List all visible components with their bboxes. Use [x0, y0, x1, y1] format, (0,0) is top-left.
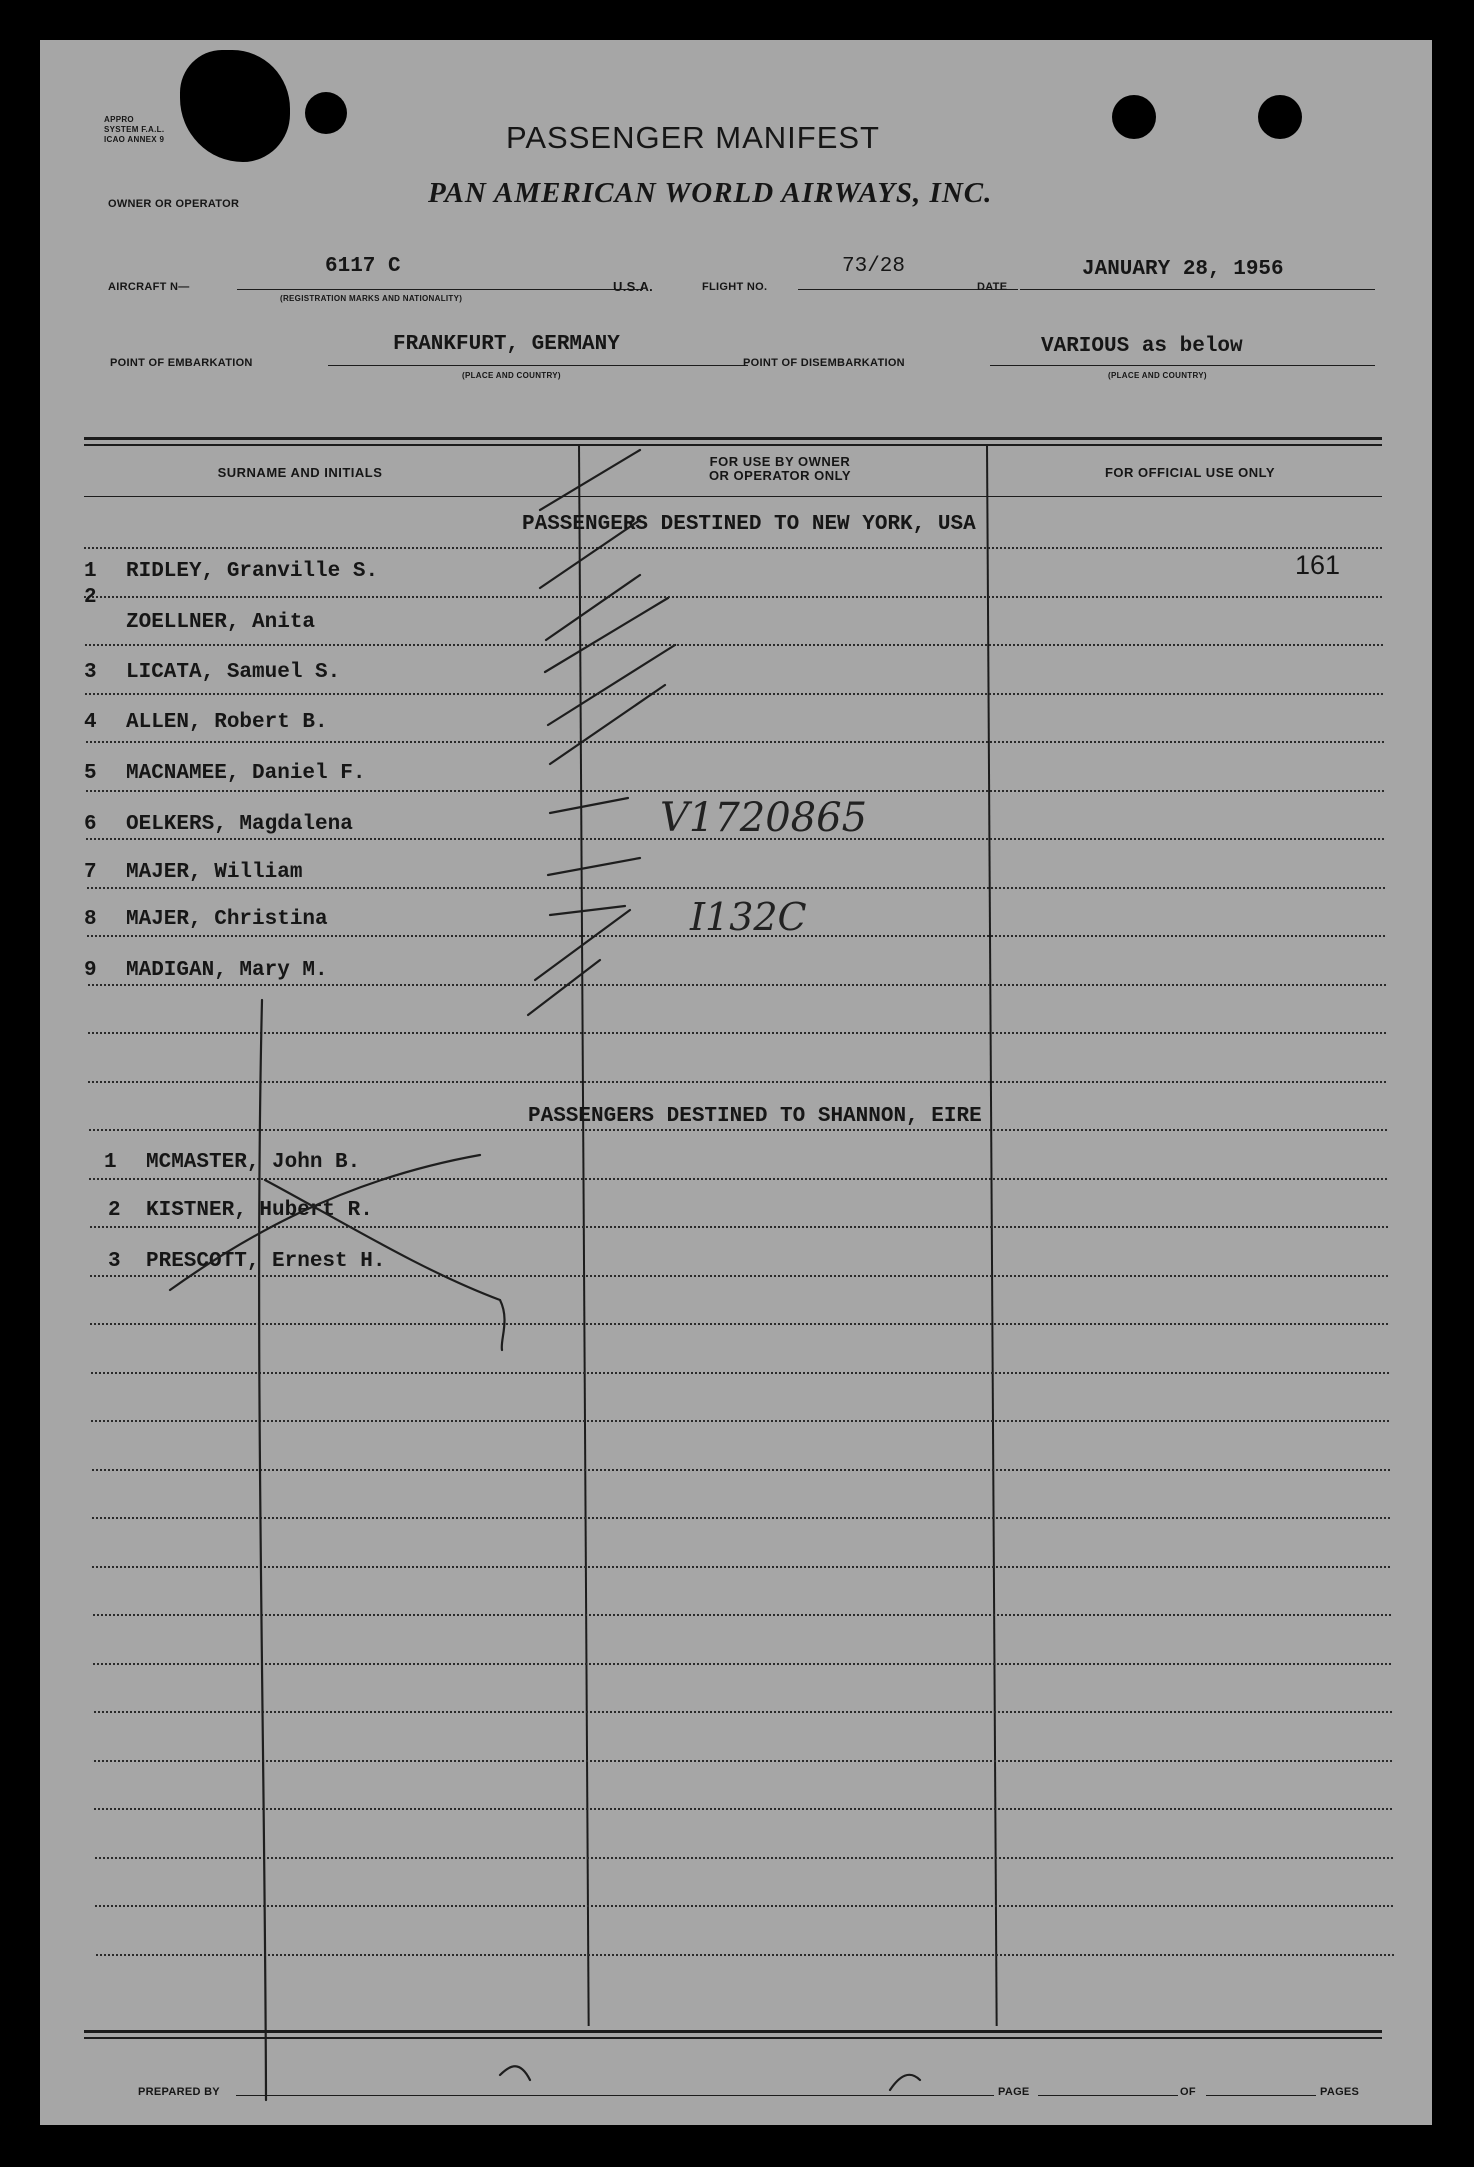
passenger-name: PRESCOTT, Ernest H.	[146, 1250, 386, 1273]
page-title: PASSENGER MANIFEST	[506, 120, 880, 155]
disembarkation-caption: (PLACE AND COUNTRY)	[1108, 371, 1207, 380]
aircraft-label: AIRCRAFT N—	[108, 281, 190, 293]
disembarkation-value: VARIOUS as below	[1041, 335, 1243, 358]
passenger-number: 8	[84, 908, 97, 931]
passenger-number: 5	[84, 762, 97, 785]
flight-label: FLIGHT NO.	[702, 281, 768, 293]
passenger-number: 2	[108, 1199, 121, 1222]
section-heading: PASSENGERS DESTINED TO SHANNON, EIRE	[528, 1105, 982, 1128]
col-header-official-use: FOR OFFICIAL USE ONLY	[1104, 465, 1276, 480]
section-heading: PASSENGERS DESTINED TO NEW YORK, USA	[522, 513, 976, 536]
aircraft-value: 6117 C	[325, 255, 401, 278]
passenger-name: MAJER, William	[126, 861, 303, 884]
page-label: PAGE	[998, 2086, 1030, 2098]
passenger-number: 3	[84, 661, 97, 684]
col-header-surname: SURNAME AND INITIALS	[217, 465, 383, 480]
manifest-sheet	[40, 40, 1432, 2125]
passenger-number: 7	[84, 861, 97, 884]
flight-value: 73/28	[842, 255, 906, 278]
passenger-name: LICATA, Samuel S.	[126, 661, 341, 684]
airline-name: PAN AMERICAN WORLD AIRWAYS, INC.	[428, 177, 993, 209]
passenger-number: 9	[84, 959, 97, 982]
disembarkation-label: POINT OF DISEMBARKATION	[743, 357, 905, 369]
passenger-number: 1	[84, 560, 97, 583]
approval-line: SYSTEM F.A.L.	[104, 125, 165, 134]
approval-line: ICAO ANNEX 9	[104, 135, 165, 144]
passenger-name: MADIGAN, Mary M.	[126, 959, 328, 982]
passenger-name: MAJER, Christina	[126, 908, 328, 931]
passenger-name: OELKERS, Magdalena	[126, 813, 353, 836]
passenger-name: MACNAMEE, Daniel F.	[126, 762, 366, 785]
date-value: JANUARY 28, 1956	[1082, 258, 1284, 281]
passenger-name: ZOELLNER, Anita	[126, 611, 316, 634]
owner-label: OWNER OR OPERATOR	[108, 198, 240, 210]
prepared-by-label: PREPARED BY	[138, 2086, 220, 2098]
embarkation-caption: (PLACE AND COUNTRY)	[462, 371, 561, 380]
approval-line: APPRO	[104, 115, 134, 124]
col-header-owner-line: OR OPERATOR ONLY	[708, 468, 852, 483]
passenger-name: RIDLEY, Granville S.	[126, 560, 379, 583]
passenger-number: 3	[108, 1250, 121, 1273]
pages-label: PAGES	[1320, 2086, 1360, 2098]
of-label: OF	[1180, 2086, 1196, 2098]
usa-label: U.S.A.	[613, 279, 654, 294]
passenger-number: 1	[104, 1151, 117, 1174]
embarkation-value: FRANKFURT, GERMANY	[393, 333, 620, 356]
passenger-number: 4	[84, 711, 97, 734]
passenger-number: 2	[84, 586, 97, 609]
col-header-owner-line: FOR USE BY OWNER	[709, 454, 851, 469]
handwritten-note: V1720865	[660, 795, 868, 841]
registration-caption: (REGISTRATION MARKS AND NATIONALITY)	[280, 294, 463, 303]
passenger-name: KISTNER, Hubert R.	[146, 1199, 373, 1222]
pen-strokes	[40, 40, 1432, 2125]
handwritten-note: I132C	[690, 895, 807, 939]
official-note: 161	[1295, 550, 1341, 580]
embarkation-label: POINT OF EMBARKATION	[110, 357, 253, 369]
passenger-number: 6	[84, 813, 97, 836]
passenger-name: ALLEN, Robert B.	[126, 711, 328, 734]
passenger-name: MCMASTER, John B.	[146, 1151, 361, 1174]
date-label: DATE	[977, 281, 1008, 293]
